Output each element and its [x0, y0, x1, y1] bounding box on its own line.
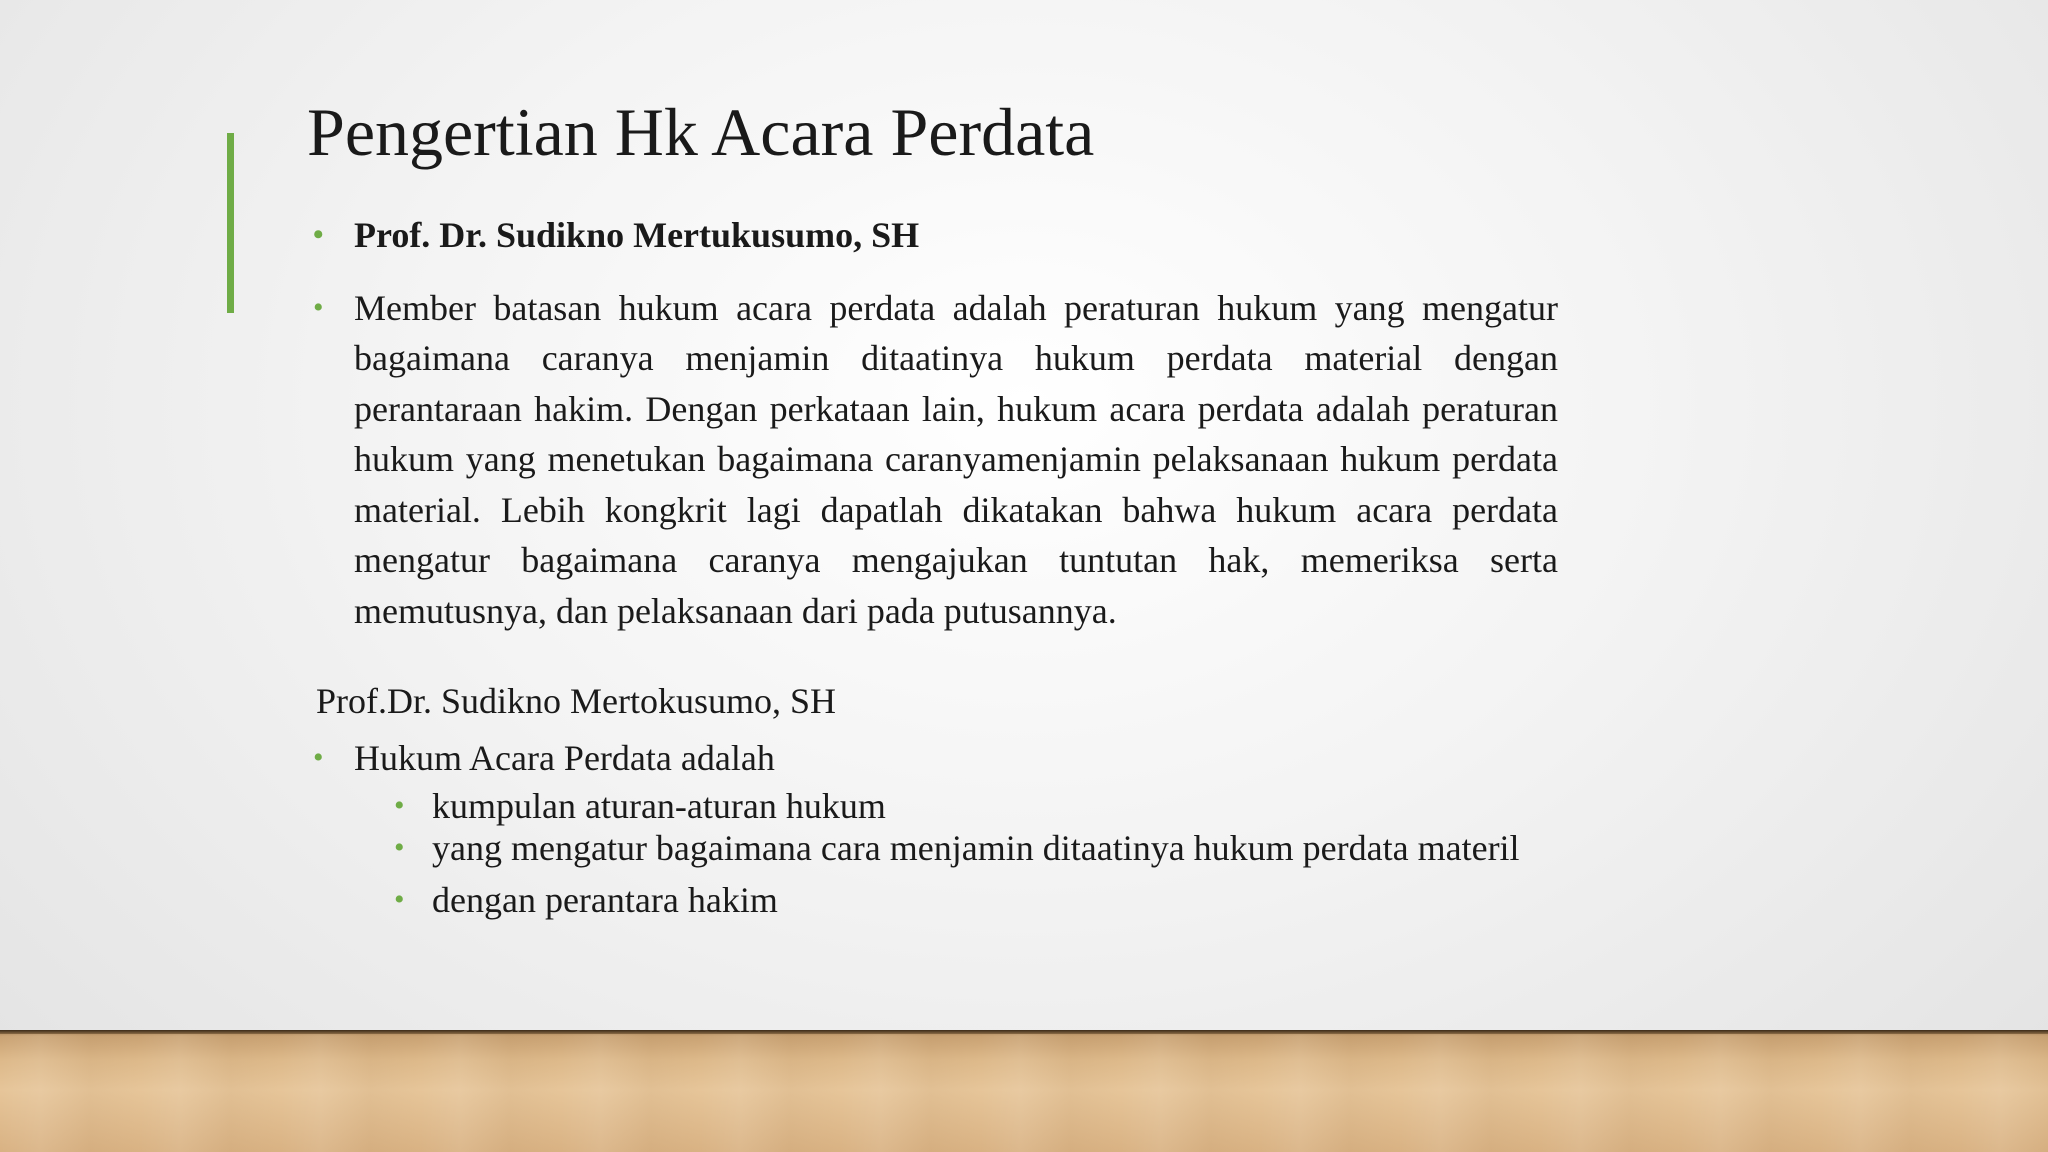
slide-title: Pengertian Hk Acara Perdata [307, 94, 1095, 170]
sub-bullet-3: • dengan perantara hakim [432, 876, 1558, 924]
author-line: Prof.Dr. Sudikno Mertokusumo, SH [316, 681, 837, 721]
slide-content [310, 210, 1558, 924]
bullet-author: • Prof. Dr. Sudikno Mertukusumo, SH [310, 210, 1558, 261]
bullet-definition-paragraph: • Member batasan hukum acara perdata adalah peraturan hukum yang mengatur bagaimana caranya menjamin ditaatinya hukum perdata material dengan perantaraan hakim. Dengan perkataan lain, hukum acara perdata adalah peraturan hukum yang menetukan bagaimana caranyamenjamin pelaksanaan hukum perdata material. Lebih kongkrit lagi dapatlah dikatakan bahwa hukum acara perdata mengatur bagaimana caranya mengajukan tuntutan hak, memeriksa serta memutusnya, dan pelaksanaan dari pada putusannya. [310, 283, 1558, 637]
bullet-hukum-acara: • Hukum Acara Perdata adalah [310, 734, 1558, 782]
sub-bullet-1: • kumpulan aturan-aturan hukum [432, 782, 1558, 830]
sub-bullet-2: • yang mengatur bagaimana cara menjamin ditaatinya hukum perdata materil [432, 830, 1558, 866]
accent-bar [227, 133, 234, 313]
wood-floor [0, 1030, 2048, 1152]
